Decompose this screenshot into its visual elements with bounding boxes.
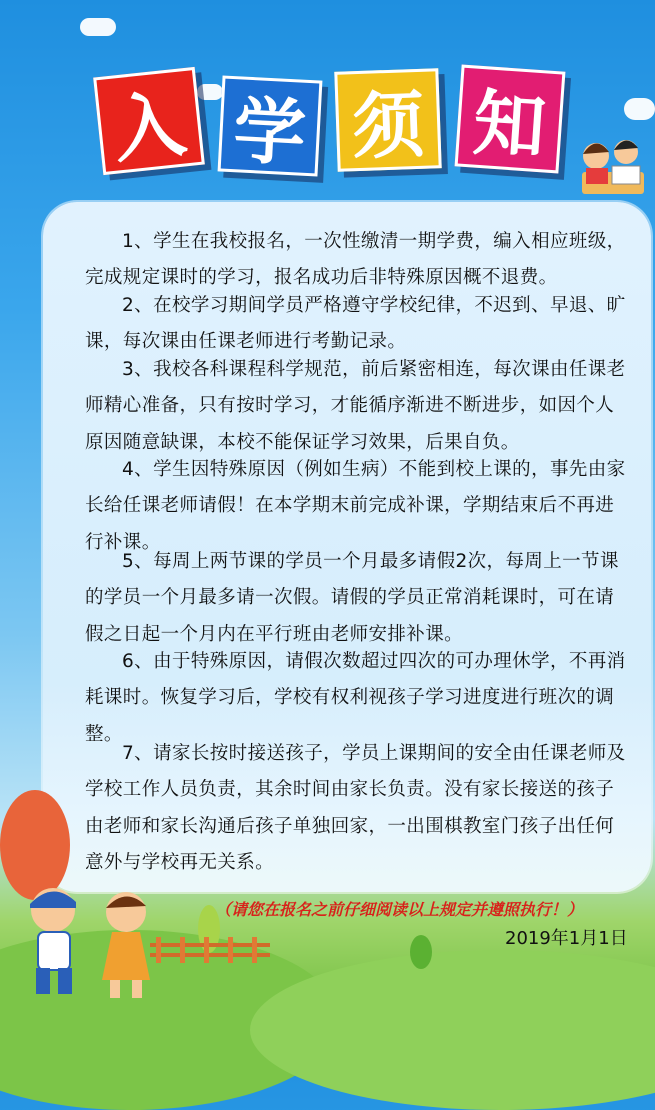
title-char-3: 须 <box>334 68 441 172</box>
rule-item-5: 5、每周上两节课的学员一个月最多请假2次，每周上一节课的学员一个月最多请一次假。请假的学员正常消耗课时，可在请假之日起一个月内在平行班由老师安排补课。 <box>85 551 619 645</box>
date-text: 2019年1月1日 <box>505 928 628 949</box>
reading-kids-illustration <box>572 128 652 198</box>
rule-item-7: 7、请家长按时接送孩子，学员上课期间的安全由任课老师及学校工作人员负责，其余时间由家长负责。没有家长接送的孩子由老师和家长沟通后孩子单独回家，一出围棋教室门孩子出任何意外与学校再无关系。 <box>85 743 626 873</box>
rule-item-2: 2、在校学习期间学员严格遵守学校纪律，不迟到、早退、旷课，每次课由任课老师进行考勤记录。 <box>85 295 626 353</box>
notice-text: （请您在报名之前仔细阅读以上规定并遵照执行！） <box>215 900 584 919</box>
bush-decoration <box>410 935 432 969</box>
fence-illustration <box>150 935 270 965</box>
cloud-decoration <box>197 84 223 100</box>
title-char-4: 知 <box>455 64 566 173</box>
rule-item-3: 3、我校各科课程科学规范，前后紧密相连，每次课由任课老师精心准备，只有按时学习，才能循序渐进不断进步，如因个人原因随意缺课，本校不能保证学习效果，后果自负。 <box>85 359 626 453</box>
rule-item-6: 6、由于特殊原因，请假次数超过四次的可办理休学，不再消耗课时。恢复学习后，学校有权利视孩子学习进度进行班次的调整。 <box>85 651 626 745</box>
title-char-2: 学 <box>218 75 323 176</box>
rule-item-4: 4、学生因特殊原因（例如生病）不能到校上课的，事先由家长给任课老师请假！在本学期末前完成补课，学期结束后不再进行补课。 <box>85 459 626 553</box>
cloud-decoration <box>80 18 116 36</box>
title-char-1: 入 <box>93 67 205 175</box>
cloud-decoration <box>624 98 655 120</box>
rule-item-1: 1、学生在我校报名，一次性缴清一期学费，编入相应班级，完成规定课时的学习，报名成功后非特殊原因概不退费。 <box>85 231 626 289</box>
running-kids-illustration <box>8 880 168 1005</box>
